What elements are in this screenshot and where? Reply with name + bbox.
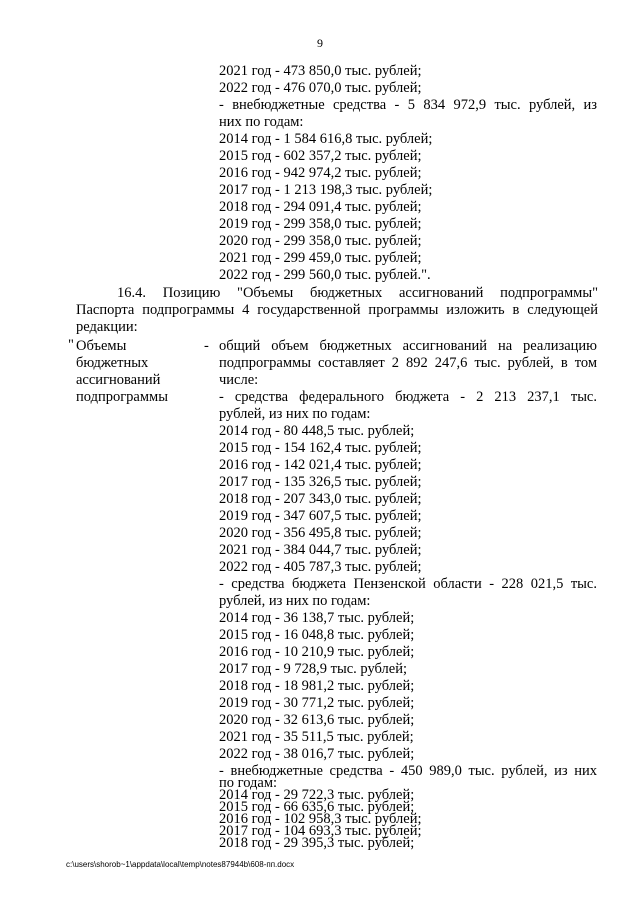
label-open-quote: "	[68, 337, 74, 353]
federal-year-line: 2019 год - 347 607,5 тыс. рублей;	[219, 508, 422, 524]
federal-year-line: 2017 год - 135 326,5 тыс. рублей;	[219, 474, 422, 490]
top-year-line: 2021 год - 473 850,0 тыс. рублей;	[219, 63, 422, 79]
intro-line3: числе:	[219, 372, 259, 388]
top-year-line: 2019 год - 299 358,0 тыс. рублей;	[219, 216, 422, 232]
federal-line2: рублей, из них по годам:	[219, 406, 371, 422]
regional-year-line: 2014 год - 36 138,7 тыс. рублей;	[219, 610, 415, 626]
paragraph-line2: Паспорта подпрограммы 4 государственной программы изложить в следующей	[76, 302, 598, 318]
intro-line2: подпрограммы составляет 2 892 247,6 тыс. рублей, в том	[219, 355, 597, 371]
paragraph-line3: редакции:	[76, 319, 138, 335]
regional-line2: рублей, из них по годам:	[219, 593, 371, 609]
regional-line1: - средства бюджета Пензенской области - 228 021,5 тыс.	[219, 576, 597, 592]
top-year-line: 2016 год - 942 974,2 тыс. рублей;	[219, 165, 422, 181]
extra-year-line: 2017 год - 104 693,3 тыс. рублей;	[219, 823, 422, 839]
label-line1: Объемы	[76, 338, 127, 354]
top-year-line: 2017 год - 1 213 198,3 тыс. рублей;	[219, 182, 433, 198]
regional-year-line: 2020 год - 32 613,6 тыс. рублей;	[219, 712, 415, 728]
top-year-line: 2022 год - 476 070,0 тыс. рублей;	[219, 80, 422, 96]
regional-year-line: 2018 год - 18 981,2 тыс. рублей;	[219, 678, 415, 694]
federal-year-line: 2021 год - 384 044,7 тыс. рублей;	[219, 542, 422, 558]
federal-year-line: 2020 год - 356 495,8 тыс. рублей;	[219, 525, 422, 541]
federal-year-line: 2016 год - 142 021,4 тыс. рублей;	[219, 457, 422, 473]
federal-line1: - средства федерального бюджета - 2 213 237,1 тыс.	[219, 389, 597, 405]
label-line4: подпрограммы	[76, 389, 168, 405]
extra-year-line: 2015 год - 66 635,6 тыс. рублей;	[219, 799, 415, 815]
regional-year-line: 2016 год - 10 210,9 тыс. рублей;	[219, 644, 415, 660]
top-year-line: 2015 год - 602 357,2 тыс. рублей;	[219, 148, 422, 164]
top-year-line: 2022 год - 299 560,0 тыс. рублей.".	[219, 267, 431, 283]
regional-year-line: 2017 год - 9 728,9 тыс. рублей;	[219, 661, 407, 677]
regional-year-line: 2019 год - 30 771,2 тыс. рублей;	[219, 695, 415, 711]
extra-budget-line1-visible: - внебюджетные средства - 450 989,0 тыс. рублей, из них	[219, 763, 597, 779]
paragraph-line1: 16.4. Позицию "Объемы бюджетных ассигнований подпрограммы"	[117, 285, 598, 301]
top-extra-budget-line2: них по годам:	[219, 114, 304, 130]
regional-year-line: 2015 год - 16 048,8 тыс. рублей;	[219, 627, 415, 643]
top-year-line: 2014 год - 1 584 616,8 тыс. рублей;	[219, 131, 433, 147]
federal-year-line: 2018 год - 207 343,0 тыс. рублей;	[219, 491, 422, 507]
intro-line1: общий объем бюджетных ассигнований на реализацию	[219, 338, 597, 354]
regional-year-line: 2022 год - 38 016,7 тыс. рублей;	[219, 746, 415, 762]
top-year-line: 2018 год - 294 091,4 тыс. рублей;	[219, 199, 422, 215]
extra-budget-line2: по годам:	[219, 775, 278, 791]
file-path-footer: c:\users\shorob~1\appdata\local\temp\notes87944b\608-пп.docx	[66, 860, 295, 869]
top-year-line: 2021 год - 299 459,0 тыс. рублей;	[219, 250, 422, 266]
label-dash: -	[204, 338, 209, 354]
label-line2: бюджетных	[76, 355, 149, 371]
page-number: 9	[317, 36, 323, 50]
extra-year-line: 2018 год - 29 395,3 тыс. рублей;	[219, 835, 415, 851]
extra-year-line: 2016 год - 102 958,3 тыс. рублей;	[219, 811, 422, 827]
federal-year-line: 2015 год - 154 162,4 тыс. рублей;	[219, 440, 422, 456]
regional-year-line: 2021 год - 35 511,5 тыс. рублей;	[219, 729, 414, 745]
federal-year-line: 2022 год - 405 787,3 тыс. рублей;	[219, 559, 422, 575]
extra-year-line: 2014 год - 29 722,3 тыс. рублей;	[219, 787, 415, 803]
top-extra-budget-line1: - внебюджетные средства - 5 834 972,9 тыс. рублей, из	[219, 97, 597, 113]
label-line3: ассигнований	[76, 372, 161, 388]
top-year-line: 2020 год - 299 358,0 тыс. рублей;	[219, 233, 422, 249]
federal-year-line: 2014 год - 80 448,5 тыс. рублей;	[219, 423, 415, 439]
